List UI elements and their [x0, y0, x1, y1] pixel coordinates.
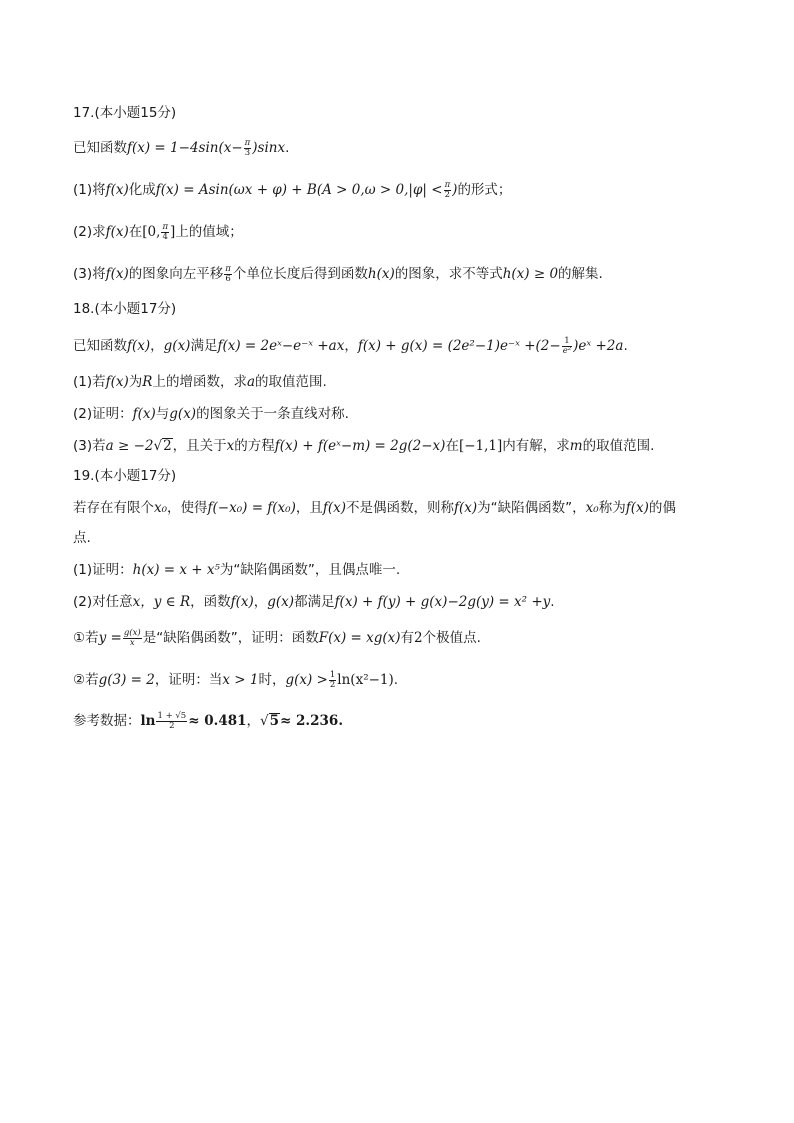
q19-ref-sqrt: 5	[269, 713, 280, 729]
q19-ref-prefix: 参考数据：	[73, 713, 141, 729]
q19-stem1-mid2: ，且	[295, 500, 323, 516]
q17-p3-hx: h(x)	[367, 266, 395, 282]
q19-ref-frac	[156, 712, 187, 731]
q18-stem-fx: f(x)	[127, 338, 151, 354]
q17-p2-frac-den: 4	[162, 231, 168, 242]
q17-p1-close: )	[452, 182, 458, 198]
q17-stem-frac-den: 3	[244, 147, 251, 158]
q19-s2-x: x > 1	[222, 672, 259, 688]
q19-p2-end: .	[550, 594, 555, 610]
q19-s2-ineq: g(x) >	[285, 672, 328, 688]
q19-s2-cond: g(3) = 2	[98, 672, 155, 688]
q19-stem1-x0b: x₀	[585, 500, 599, 516]
q17-p2-interval-b: ]	[170, 224, 176, 240]
q17-stem-frac-num: π	[244, 137, 251, 148]
q19-stem1-fx3: f(x)	[625, 500, 649, 516]
q19-s1-y: y =	[98, 630, 122, 646]
q19-s1-mid2: 有	[400, 630, 415, 646]
q19-p2-prefix: (2)对任意	[73, 594, 133, 610]
q19-p2-fx: f(x)	[230, 594, 254, 610]
q18-header	[73, 299, 176, 319]
q19-ref-val1: ≈ 0.481	[188, 713, 247, 729]
q18-p1-prefix: (1)若	[73, 374, 106, 390]
q17-p2-frac-num: π	[162, 221, 169, 232]
q18-stem-formula2a: f(x) + g(x) = (2e²−1)e⁻ˣ +(2−	[357, 338, 561, 354]
q19-p2-gx: g(x)	[267, 594, 295, 610]
q18-p3-mid3: 内有解，求	[502, 438, 570, 454]
q17-stem	[73, 138, 289, 158]
q17-stem-end: .	[285, 140, 290, 156]
q18-part1	[73, 372, 327, 392]
q19-ref-frac-den: 2	[169, 720, 175, 731]
q19-stem-line1	[73, 498, 676, 518]
q19-s1-frac	[123, 629, 142, 648]
q19-sub2	[73, 670, 398, 690]
q17-p3-mid3: 的图象，求不等式	[394, 266, 503, 282]
q19-header	[73, 466, 176, 486]
q19-s1-F: F(x) = xg(x)	[318, 630, 401, 646]
q19-stem1-fx: f(x)	[322, 500, 347, 516]
q17-p2-fx: f(x)	[105, 224, 129, 240]
q19-sub1	[73, 628, 481, 648]
q18-p1-fx: f(x)	[105, 374, 129, 390]
q19-s1-mid1: 是“缺陷偶函数”，证明：函数	[142, 630, 319, 646]
q18-p3-prefix: (3)若	[73, 438, 106, 454]
q18-stem-comma: ，	[150, 338, 164, 354]
q19-part2	[73, 592, 555, 612]
q18-p3-cond-a: a ≥ −2	[105, 438, 154, 454]
q18-stem	[73, 336, 628, 356]
q18-stem-formula1: f(x) = 2eˣ−e⁻ˣ +ax	[217, 338, 345, 354]
q19-s1-two: 2	[414, 630, 423, 646]
q17-p1-prefix: (1)将	[73, 182, 106, 198]
q18-p3-in: 在	[445, 438, 459, 454]
q18-stem-gx: g(x)	[163, 338, 191, 354]
q19-s2-prefix: ②若	[73, 672, 99, 688]
q17-stem-frac	[244, 139, 252, 158]
q19-p2-comma: ，	[253, 594, 268, 610]
q19-stem1-prefix: 若存在有限个	[73, 500, 154, 516]
q17-p1-frac-den: 2	[444, 189, 451, 200]
q17-p3-prefix: (3)将	[73, 266, 106, 282]
q18-p3-sqrt: 2	[163, 438, 172, 454]
q18-p3-mid2: 的方程	[234, 438, 275, 454]
q17-part1	[73, 180, 511, 200]
q19-stem1-eq: f(−x₀) = f(x₀)	[207, 500, 296, 516]
q19-s2-frac-num: 1	[329, 669, 336, 680]
q19-s2-end: .	[393, 672, 399, 688]
q19-stem1-end: 的偶	[648, 500, 676, 516]
q19-p2-mid1: ，函数	[190, 594, 231, 610]
q18-p3-m: m	[569, 438, 583, 454]
q18-p1-mid: 为	[128, 374, 143, 390]
q19-stem1-mid5: 称为	[598, 500, 626, 516]
q18-p3-mid1: ，且关于	[172, 438, 227, 454]
q18-p3-x: x	[226, 438, 235, 454]
q18-p1-mid2: 上的增函数，求	[152, 374, 247, 390]
q19-stem-line2	[73, 528, 91, 548]
q17-header	[73, 103, 176, 123]
q18-p1-R: R	[142, 374, 153, 390]
q18-p2-mid: 与	[155, 406, 170, 422]
q17-p2-in: 在	[128, 224, 143, 240]
q19-p1-prefix: (1)证明：	[73, 562, 133, 578]
q17-p3-end: 的解集.	[558, 266, 603, 282]
q18-p2-fx: f(x)	[132, 406, 156, 422]
q17-p3-mid1: 的图象向左平移	[128, 266, 224, 282]
q19-s2-ln: ln(x²−1)	[337, 672, 394, 688]
q18-p3-end: 的取值范围.	[582, 438, 655, 454]
q17-p3-fx: f(x)	[105, 266, 129, 282]
q17-p1-end: 的形式；	[457, 182, 512, 198]
q18-stem-prefix: 已知函数	[73, 338, 127, 354]
q17-part3	[73, 264, 603, 284]
q19-stem1-fx2: f(x)	[454, 500, 478, 516]
q19-reference: 参考数据：ln $\frac{1 + √5}{2}$ ≈ 0.481，√5≈ 2.236.	[73, 710, 344, 731]
q19-stem1-x0: x₀	[154, 500, 168, 516]
q18-part3: (3)若a ≥ −2√2，且关于x的方程f(x) + f(eˣ−m) = 2g(2−x)在[−1,1]内有解，求m的取值范围.	[73, 438, 655, 454]
q18-stem-frac-den: e²	[562, 345, 572, 356]
q17-p1-mid: 化成	[128, 182, 156, 198]
q18-p2-end: 的图象关于一条直线对称.	[196, 406, 349, 422]
q18-p3-interval: [−1,1]	[458, 438, 503, 454]
q19-stem1-mid3: 不是偶函数，则称	[346, 500, 455, 516]
q18-p2-prefix: (2)证明：	[73, 406, 133, 422]
q19-p1-formula: h(x) = x + x⁵	[132, 562, 220, 578]
q19-p2-vars: x，y ∈ R	[132, 594, 191, 610]
q19-s2-frac	[329, 671, 336, 690]
q18-p1-a: a	[246, 374, 256, 390]
q17-p1-formula: f(x) = Asin(ωx + φ) + B(A > 0,ω > 0,|φ| <	[155, 182, 443, 198]
q19-p2-mid2: 都满足	[294, 594, 335, 610]
q17-p3-frac-den: 6	[225, 273, 231, 284]
q17-p3-frac-num: π	[225, 263, 231, 274]
q17-p1-frac	[444, 181, 452, 200]
q18-stem-mid: 满足	[190, 338, 218, 354]
q19-s1-frac-den: x	[129, 637, 135, 648]
q19-p2-formula: f(x) + f(y) + g(x)−2g(y) = x² +y	[334, 594, 551, 610]
q18-header-text: 18.(本小题17分)	[73, 301, 177, 317]
q18-p1-end: 的取值范围.	[255, 374, 327, 390]
q17-p3-ineq: h(x) ≥ 0	[502, 266, 559, 282]
q19-stem1-mid4: 为“缺陷偶函数”，	[477, 500, 586, 516]
q18-p2-gx: g(x)	[169, 406, 197, 422]
q19-ref-val2: ≈ 2.236	[280, 713, 339, 729]
q19-s1-prefix: ①若	[73, 630, 99, 646]
q19-stem1-mid1: ，使得	[167, 500, 208, 516]
q19-ref-ln: ln	[140, 713, 156, 729]
q17-header-text: 17.(本小题15分)	[73, 105, 177, 121]
q17-p1-fx: f(x)	[105, 182, 129, 198]
q17-part2	[73, 222, 243, 242]
q18-stem-formula2b: )eˣ +2a	[573, 338, 624, 354]
q18-stem-comma2: ，	[344, 338, 358, 354]
q17-stem-prefix: 已知函数	[73, 140, 127, 156]
q19-s1-frac-num: g(x)	[123, 627, 141, 638]
q18-stem-frac-num: 1	[562, 337, 572, 347]
q17-p2-frac	[161, 223, 169, 242]
q19-s2-mid1: ，证明：当	[154, 672, 223, 688]
q17-p3-mid2: 个单位长度后得到函数	[232, 266, 368, 282]
q19-s2-frac-den: 2	[329, 679, 336, 690]
q17-p3-frac	[224, 265, 232, 284]
q19-p1-end: 为“缺陷偶函数”，且偶点唯一.	[219, 562, 401, 578]
q17-p2-end: 上的值域；	[175, 224, 243, 240]
q19-ref-comma: ，	[246, 713, 261, 729]
q18-p3-eq: f(x) + f(eˣ−m) = 2g(2−x)	[274, 438, 446, 454]
q19-part1	[73, 560, 400, 580]
q18-stem-frac	[562, 337, 572, 356]
q18-part2	[73, 404, 349, 424]
q19-stem2: 点.	[73, 530, 91, 546]
q18-stem-end: .	[623, 338, 628, 354]
q17-p2-interval-a: [0,	[142, 224, 161, 240]
q19-s2-mid2: 时，	[258, 672, 286, 688]
q19-ref-end: .	[338, 713, 344, 729]
q19-header-text: 19.(本小题17分)	[73, 468, 177, 484]
q19-ref-frac-num: 1 + √5	[157, 710, 187, 721]
q17-stem-formula-b: )sinx	[252, 140, 286, 156]
q17-stem-formula-a: f(x) = 1−4sin(x−	[127, 140, 243, 156]
q19-s1-end: 个极值点.	[422, 630, 481, 646]
q17-p1-frac-num: π	[444, 179, 451, 190]
q17-p2-prefix: (2)求	[73, 224, 106, 240]
